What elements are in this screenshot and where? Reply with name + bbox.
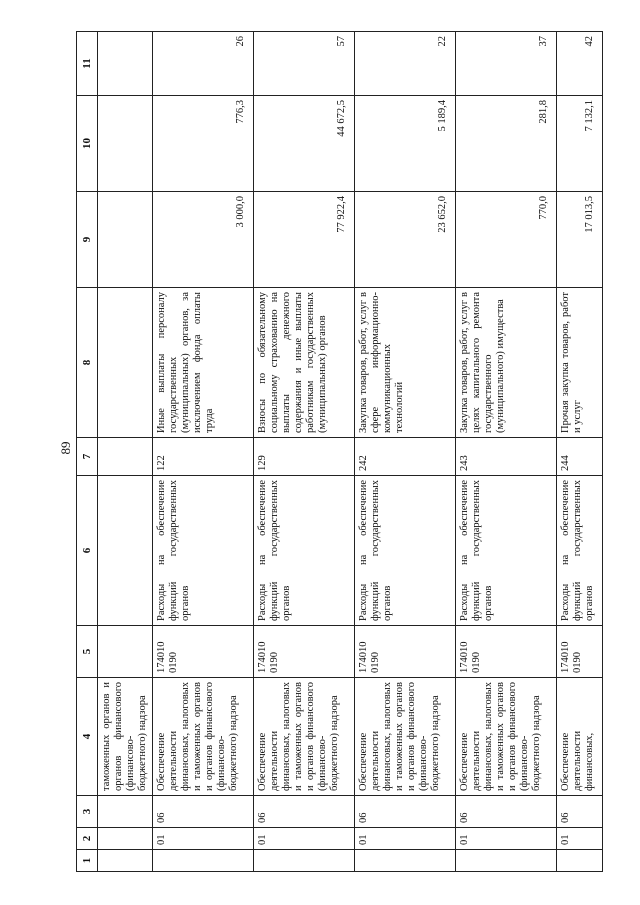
cell-col1 [557,850,603,872]
col-header: 8 [77,288,98,438]
page-number: 89 [58,441,73,455]
cell [98,288,153,438]
cell-section: 01 [153,828,254,850]
cell-expense-name: Закупка товаров, работ, услуг в целях капитального ремонта государственного (муниципального) имущества [456,288,557,438]
cell-target-name: Расходы на обеспечение функций государственных органов [557,476,603,626]
cell-subsection: 06 [355,796,456,828]
cell-section: 01 [557,828,603,850]
cell-plan: 3 000,0 [153,192,254,288]
cell-activity: Обеспечение деятельности финансовых, налоговых и таможенных органов и органов финансового (финансово-бюджетного) надзора [355,678,456,796]
cell [98,828,153,850]
cell-activity: таможенных органов и органов финансового (финансово-бюджетного) надзора [98,678,153,796]
col-header: 6 [77,476,98,626]
cell-percent: 42 [557,32,603,96]
cell-expense-name: Иные выплаты персоналу государственных (муниципальных) органов, за исключением фонда оплаты труда [153,288,254,438]
cell-target-code: 174010 0190 [557,626,603,678]
cell-plan: 23 652,0 [355,192,456,288]
budget-table [76,31,603,872]
col-header: 9 [77,192,98,288]
col-header: 11 [77,32,98,96]
table-row [456,32,557,872]
cell-subsection: 06 [153,796,254,828]
col-header: 10 [77,96,98,192]
cell-actual: 44 672,5 [254,96,355,192]
cell-section: 01 [355,828,456,850]
cell-expense-code: 243 [456,438,557,476]
cell [98,438,153,476]
cell-expense-name: Прочая закупка товаров, работ и услуг [557,288,603,438]
cell-expense-code: 122 [153,438,254,476]
cell-activity: Обеспечение деятельности финансовых, [557,678,603,796]
cell [98,192,153,288]
cell-target-name: Расходы на обеспечение функций государственных органов [153,476,254,626]
cell-activity: Обеспечение деятельности финансовых, налоговых и таможенных органов и органов финансового (финансово-бюджетного) надзора [153,678,254,796]
cell-activity: Обеспечение деятельности финансовых, налоговых и таможенных органов и органов финансового (финансово-бюджетного) надзора [456,678,557,796]
cell-target-name: Расходы на обеспечение функций государственных органов [456,476,557,626]
cell-percent: 37 [456,32,557,96]
cell-actual: 776,3 [153,96,254,192]
col-header: 5 [77,626,98,678]
cell-plan: 17 013,5 [557,192,603,288]
table-row [355,32,456,872]
cell-target-code: 174010 0190 [254,626,355,678]
header-row [77,32,98,872]
cell-activity: Обеспечение деятельности финансовых, налоговых и таможенных органов и органов финансового (финансово-бюджетного) надзора [254,678,355,796]
cell-col1 [355,850,456,872]
cell [98,850,153,872]
cell-expense-name: Взносы по обязательному социальному страхованию на выплаты денежного содержания и иные выплаты работникам государственных (муниципальных) органов [254,288,355,438]
continuation-row [98,32,153,872]
col-header: 4 [77,678,98,796]
cell-expense-code: 244 [557,438,603,476]
cell [98,96,153,192]
table-row [557,32,603,872]
cell [98,476,153,626]
cell-col1 [153,850,254,872]
cell-target-name: Расходы на обеспечение функций государственных органов [254,476,355,626]
cell [98,626,153,678]
table-row [254,32,355,872]
cell-percent: 22 [355,32,456,96]
cell-plan: 77 922,4 [254,192,355,288]
cell-col1 [456,850,557,872]
cell-expense-code: 129 [254,438,355,476]
cell-subsection: 06 [254,796,355,828]
col-header: 2 [77,828,98,850]
col-header: 7 [77,438,98,476]
cell-subsection: 06 [557,796,603,828]
cell-actual: 7 132,1 [557,96,603,192]
cell-subsection: 06 [456,796,557,828]
cell-target-code: 174010 0190 [153,626,254,678]
cell-actual: 281,8 [456,96,557,192]
col-header: 3 [77,796,98,828]
cell-section: 01 [456,828,557,850]
cell-section: 01 [254,828,355,850]
cell [98,796,153,828]
col-header: 1 [77,850,98,872]
cell-target-name: Расходы на обеспечение функций государственных органов [355,476,456,626]
rotated-table-container [76,32,612,872]
cell-percent: 57 [254,32,355,96]
table-row [153,32,254,872]
cell-percent: 26 [153,32,254,96]
cell-plan: 770,0 [456,192,557,288]
cell-target-code: 174010 0190 [355,626,456,678]
cell-target-code: 174010 0190 [456,626,557,678]
cell-expense-name: Закупка товаров, работ, услуг в сфере информационно-коммуникационных технологий [355,288,456,438]
cell-col1 [254,850,355,872]
cell-actual: 5 189,4 [355,96,456,192]
cell-expense-code: 242 [355,438,456,476]
cell [98,32,153,96]
